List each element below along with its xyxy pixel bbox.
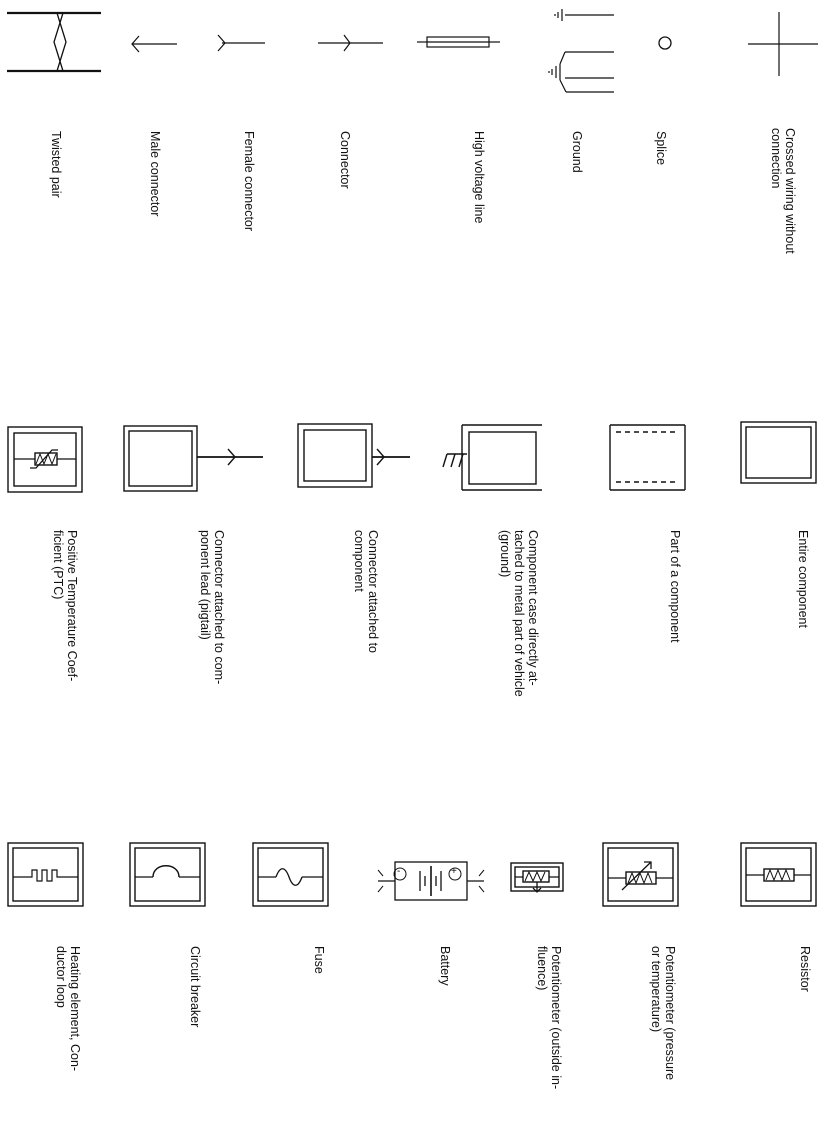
- pigtail-connector-symbol: [124, 426, 263, 491]
- label-ground: Ground: [570, 131, 584, 173]
- connector-attached-symbol: [298, 424, 410, 487]
- label-twisted-pair: Twisted pair: [49, 131, 63, 198]
- battery-plus-sign: +: [451, 866, 457, 877]
- crossed-wiring-symbol: [748, 12, 818, 76]
- label-resistor: Resistor: [798, 946, 812, 992]
- label-heating-element: Heating element, Con- ductor loop: [54, 946, 82, 1072]
- label-male-connector: Male connector: [148, 131, 162, 217]
- high-voltage-line-symbol: [417, 37, 500, 47]
- potentiometer-pressure-symbol: [603, 843, 678, 906]
- heating-element-symbol: [8, 843, 83, 906]
- label-fuse: Fuse: [312, 946, 326, 974]
- label-connector: Connector: [338, 131, 352, 189]
- male-connector-symbol: [132, 36, 177, 52]
- battery-symbol: [378, 862, 484, 900]
- label-potentiometer-pressure: Potentiometer (pressure or temperature): [649, 946, 677, 1081]
- case-ground-symbol: [443, 425, 542, 490]
- label-ptc: Positive Temperature Coef- ficient (PTC): [51, 530, 79, 682]
- entire-component-symbol: [741, 422, 816, 483]
- label-part-of-component: Part of a component: [668, 530, 682, 643]
- female-connector-symbol: [218, 35, 265, 51]
- part-of-component-symbol: [610, 425, 685, 490]
- circuit-breaker-symbol: [130, 843, 205, 906]
- label-pigtail-connector: Connector attached to com- ponent lead (pigtail): [198, 530, 226, 685]
- ptc-symbol: [8, 427, 82, 492]
- label-female-connector: Female connector: [242, 131, 256, 232]
- splice-symbol: [659, 37, 671, 49]
- twisted-pair-symbol: [7, 13, 101, 71]
- label-connector-attached: Connector attached to component: [352, 530, 380, 653]
- potentiometer-outside-symbol: [511, 863, 563, 892]
- label-potentiometer-outside: Potentiometer (outside in- fluence): [535, 946, 563, 1090]
- label-circuit-breaker: Circuit breaker: [188, 946, 202, 1028]
- label-entire-component: Entire component: [796, 530, 810, 628]
- ground-symbol: [549, 9, 614, 92]
- fuse-symbol: [253, 843, 328, 906]
- label-high-voltage-line: High voltage line: [472, 131, 486, 224]
- resistor-symbol: [741, 843, 816, 906]
- label-crossed-wiring: Crossed wiring without connection: [769, 128, 797, 254]
- battery-minus-sign: -: [397, 866, 401, 877]
- label-splice: Splice: [654, 131, 668, 166]
- connector-symbol: [318, 35, 383, 51]
- label-battery: Battery: [438, 946, 452, 986]
- label-case-ground: Component case directly at- tached to metal part of vehicle (ground): [498, 530, 540, 697]
